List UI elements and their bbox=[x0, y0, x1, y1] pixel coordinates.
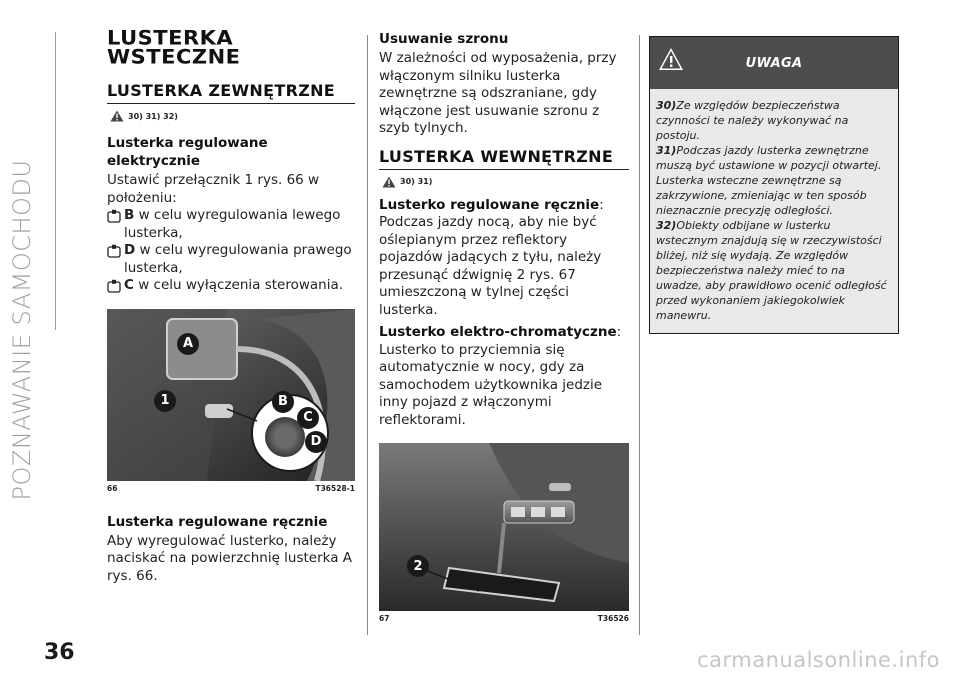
page-number: 36 bbox=[44, 640, 75, 665]
column-right bbox=[649, 36, 899, 334]
chapter-side-title-text: POZNAWANIE SAMOCHODU bbox=[8, 159, 36, 501]
electro-text: Lusterko to przyciemnia się automatycznie w nocy, gdy za samochodem użytkownika jedzie inny pojazd z włączonymi reflektorami. bbox=[379, 341, 603, 428]
figure-66 bbox=[107, 309, 355, 493]
bullet-key: C bbox=[124, 277, 134, 293]
manual-text: Podczas jazdy nocą, aby nie być oślepianym przez reflektory pojazdów jadących z tyłu, należy przesunąć dźwignię 2 rys. 67 umieszczoną w tylnej części lusterka. bbox=[379, 214, 602, 318]
heading-electric: Lusterka regulowane elektrycznie bbox=[107, 135, 268, 169]
figure-number: 66 bbox=[107, 483, 118, 493]
warning-refs bbox=[382, 176, 629, 188]
switch-position-icon bbox=[107, 244, 121, 258]
column-middle bbox=[379, 30, 629, 623]
warning-item-number: 32) bbox=[656, 219, 677, 232]
warning-item bbox=[656, 98, 890, 143]
figure-label-2: 2 bbox=[407, 555, 429, 577]
column-left bbox=[107, 27, 355, 585]
warning-item bbox=[656, 218, 890, 323]
column-divider-2 bbox=[639, 35, 640, 635]
bullet-item bbox=[107, 207, 355, 242]
door-mirror-switch-illustration bbox=[107, 309, 355, 481]
manual-text: Aby wyregulować lusterko, należy naciskać na powierzchnię lusterka A rys. 66. bbox=[107, 532, 353, 584]
figure-67-photo bbox=[379, 443, 629, 611]
manual-paragraph: Lusterko regulowane ręcznie: Podczas jazdy nocą, aby nie być oślepianym przez reflektory pojazdów jadących z tyłu, należy przesunąć dźwignię 2 rys. 67 umieszczoną w tylnej części lusterka. bbox=[379, 196, 604, 318]
bullet-key: B bbox=[124, 207, 135, 223]
warning-refs bbox=[110, 110, 355, 122]
figure-label-1: 1 bbox=[154, 390, 176, 412]
section-title-line2: WSTECZNE bbox=[107, 46, 241, 69]
warning-triangle-icon bbox=[382, 176, 396, 188]
figure-label-b: B bbox=[272, 391, 294, 413]
warning-item bbox=[656, 143, 890, 218]
rearview-mirror-illustration bbox=[379, 443, 629, 611]
figure-67 bbox=[379, 443, 629, 623]
heading-manual: Lusterka regulowane ręcznie bbox=[107, 513, 328, 530]
switch-position-icon bbox=[107, 209, 121, 223]
figure-number: 67 bbox=[379, 614, 390, 623]
warning-refs-text: 30) 31) 32) bbox=[128, 111, 178, 121]
bullet-text: w celu wyregulowania prawego lusterka, bbox=[124, 242, 352, 276]
section-title-line1: LUSTERKA bbox=[107, 27, 234, 50]
warning-item-number: 31) bbox=[656, 144, 677, 157]
warning-item-text: Podczas jazdy lusterka zewnętrzne muszą być ustawione w pozycji otwartej. Lusterka wsteczne zewnętrzne są zakrzywione, zmieniając w ten sposób nieznacznie precyzję odległości. bbox=[656, 144, 882, 217]
bullet-text: w celu wyłączenia sterowania. bbox=[138, 277, 344, 293]
figure-code: T36526 bbox=[597, 614, 629, 623]
bullet-text: w celu wyregulowania lewego lusterka, bbox=[124, 207, 341, 241]
warning-box bbox=[649, 36, 899, 334]
side-rule bbox=[55, 32, 56, 330]
warning-body bbox=[650, 89, 898, 333]
warning-title: UWAGA bbox=[745, 55, 803, 71]
figure-label-c: C bbox=[297, 407, 319, 429]
figure-label-d: D bbox=[305, 431, 327, 453]
subsection-title-interior: LUSTERKA WEWNĘTRZNE bbox=[379, 148, 629, 170]
electro-label: Lusterko elektro-chromatyczne bbox=[379, 324, 617, 340]
switch-position-icon bbox=[107, 279, 121, 293]
figure-label-a: A bbox=[177, 333, 199, 355]
figure-67-caption bbox=[379, 614, 629, 623]
intro-text: Ustawić przełącznik 1 rys. 66 w położeniu: bbox=[107, 172, 320, 206]
warning-triangle-icon bbox=[110, 110, 124, 122]
figure-66-photo bbox=[107, 309, 355, 481]
bullet-key: D bbox=[124, 242, 136, 258]
figure-66-caption bbox=[107, 484, 355, 493]
electro-paragraph: Lusterko elektro-chromatyczne: Lusterko to przyciemnia się automatycznie w nocy, gdy za samochodem użytkownika jedzie inny pojazd z włączonymi reflektorami. bbox=[379, 324, 622, 428]
manual-label: Lusterko regulowane ręcznie bbox=[379, 196, 600, 213]
warning-item-text: Obiekty odbijane w lusterku wstecznym znajdują się w rzeczywistości bliżej, niż się wydają. Ze względów bezpieczeństwa należy mieć to na uwadze, aby prawidłowo ocenić odległość przed wykonaniem jakiegokolwiek manewru. bbox=[656, 219, 887, 322]
warning-item-text: Ze względów bezpieczeństwa czynności te należy wykonywać na postoju. bbox=[656, 99, 849, 142]
warning-item-number: 30) bbox=[656, 99, 677, 112]
warning-refs-text: 30) 31) bbox=[400, 177, 433, 186]
warning-header bbox=[650, 37, 898, 89]
defrost-text: W zależności od wyposażenia, przy włączonym silniku lusterka zewnętrzne są odszraniane, gdy włączone jest usuwanie szronu z szyb tylnych. bbox=[379, 50, 617, 136]
column-divider-1 bbox=[367, 35, 368, 635]
bullet-item bbox=[107, 242, 355, 277]
bullet-item bbox=[107, 277, 355, 295]
watermark: carmanualsonline.info bbox=[697, 648, 940, 672]
heading-defrost: Usuwanie szronu bbox=[379, 31, 509, 47]
subsection-title-exterior: LUSTERKA ZEWNĘTRZNE bbox=[107, 82, 355, 104]
figure-code: T36528-1 bbox=[315, 483, 355, 493]
